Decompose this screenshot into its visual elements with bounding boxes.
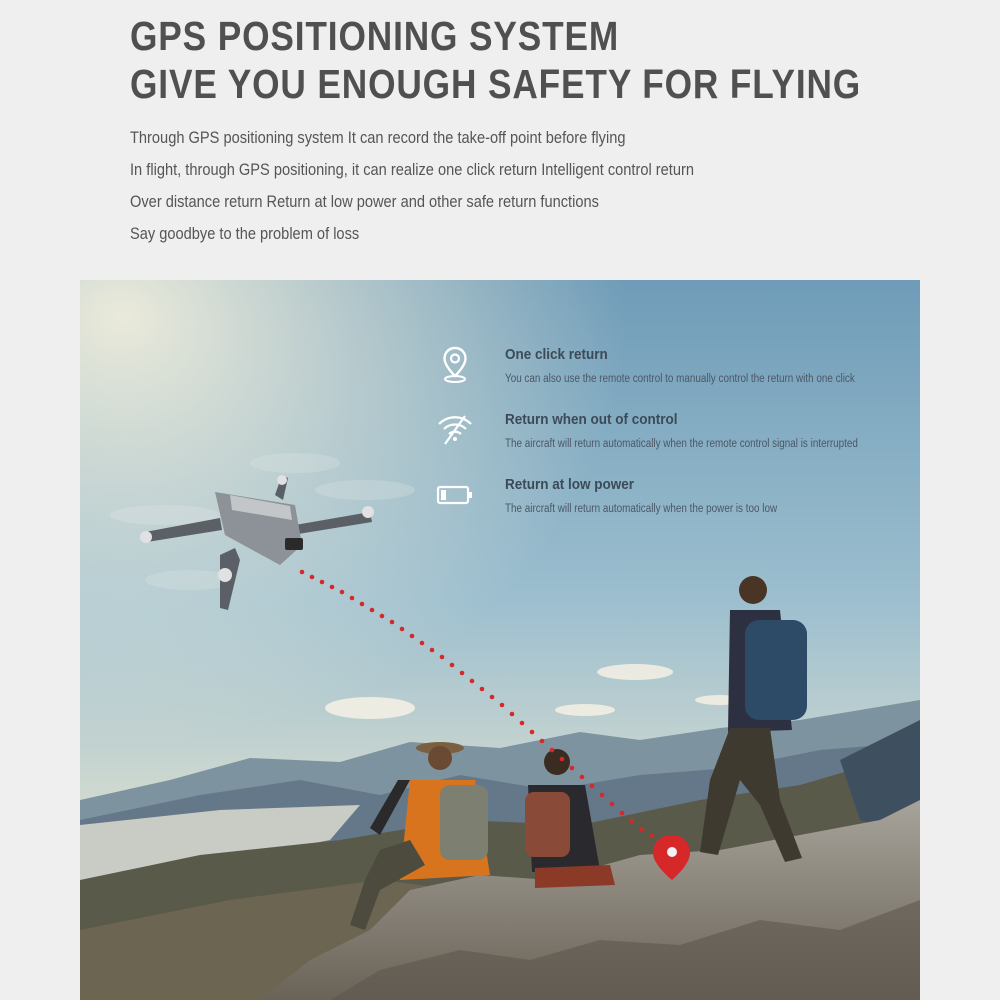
signal-lost-icon bbox=[435, 410, 475, 450]
feature-text bbox=[505, 475, 821, 517]
feature-one-click-return bbox=[435, 345, 915, 387]
low-battery-icon bbox=[435, 475, 475, 515]
header bbox=[130, 12, 990, 250]
feature-title: Return when out of control bbox=[505, 411, 678, 428]
description-block bbox=[130, 122, 990, 250]
scene-illustration bbox=[80, 280, 920, 1000]
headline-line-2: GIVE YOU ENOUGH SAFETY FOR FLYING bbox=[130, 61, 862, 107]
feature-text bbox=[505, 345, 912, 387]
feature-text bbox=[505, 410, 915, 452]
feature-desc: The aircraft will return automatically when the power is too low bbox=[505, 503, 778, 515]
drone-scene-image bbox=[80, 280, 920, 1000]
description-line-3: Over distance return Return at low power and other safe return functions bbox=[130, 192, 599, 211]
feature-out-of-control-return bbox=[435, 410, 915, 452]
description-line-1: Through GPS positioning system It can record the take-off point before flying bbox=[130, 128, 626, 147]
feature-desc: The aircraft will return automatically when the remote control signal is interrupted bbox=[505, 438, 858, 450]
location-pin-icon bbox=[435, 345, 475, 385]
feature-title: One click return bbox=[505, 346, 608, 363]
feature-title: Return at low power bbox=[505, 476, 635, 493]
feature-desc: You can also use the remote control to manually control the return with one click bbox=[505, 373, 855, 385]
headline-line-1: GPS POSITIONING SYSTEM bbox=[130, 13, 620, 59]
description-line-2: In flight, through GPS positioning, it can realize one click return Intelligent control return bbox=[130, 160, 694, 179]
description-line-4: Say goodbye to the problem of loss bbox=[130, 224, 360, 243]
feature-low-power-return bbox=[435, 475, 915, 517]
